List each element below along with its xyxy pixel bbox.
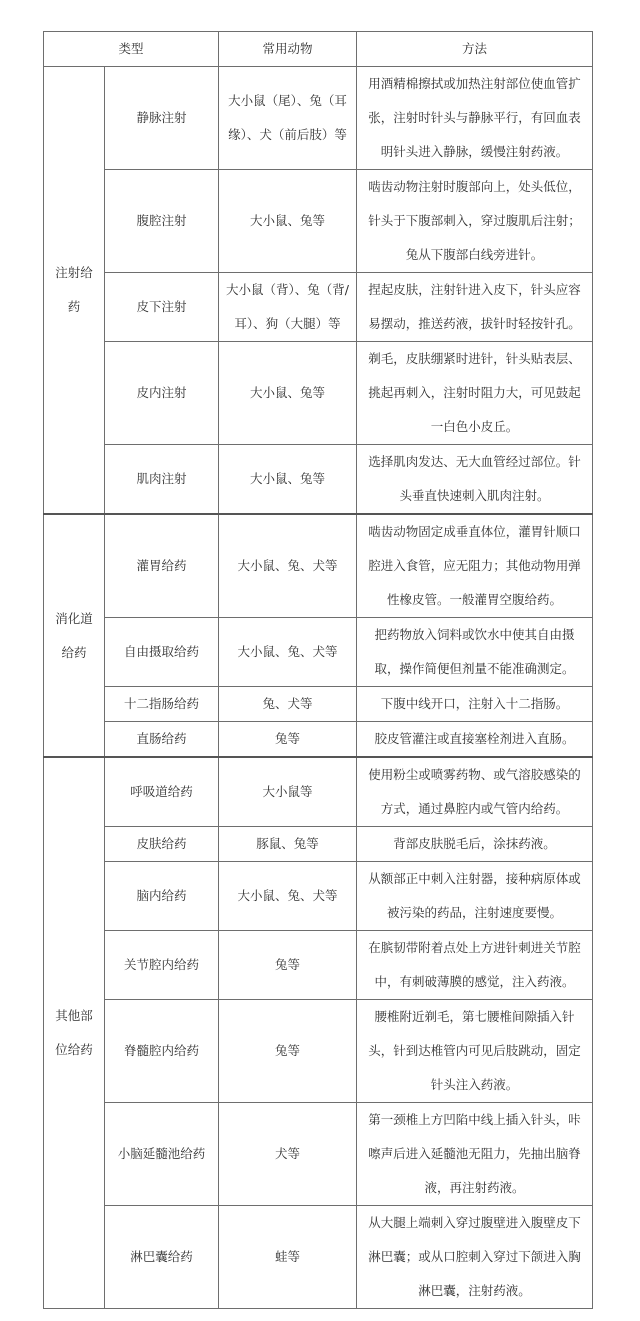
route-cell: 皮下注射 bbox=[105, 273, 219, 342]
method-cell: 把药物放入饲料或饮水中使其自由摄取，操作简便但剂量不能准确测定。 bbox=[357, 618, 593, 687]
route-cell: 脑内给药 bbox=[105, 862, 219, 931]
table-row bbox=[44, 687, 593, 722]
route-cell: 小脑延髓池给药 bbox=[105, 1103, 219, 1206]
route-cell: 腹腔注射 bbox=[105, 170, 219, 273]
route-cell: 皮肤给药 bbox=[105, 827, 219, 862]
table-row bbox=[44, 1000, 593, 1103]
animals-cell: 兔、犬等 bbox=[219, 687, 357, 722]
animals-cell: 兔等 bbox=[219, 1000, 357, 1103]
table-row bbox=[44, 445, 593, 515]
table-row bbox=[44, 931, 593, 1000]
table-row bbox=[44, 618, 593, 687]
table-row bbox=[44, 1103, 593, 1206]
header-row bbox=[44, 32, 593, 67]
table-body bbox=[44, 67, 593, 1309]
method-cell: 从大腿上端刺入穿过腹壁进入腹壁皮下淋巴囊；或从口腔刺入穿过下颌进入胸淋巴囊，注射药液。 bbox=[357, 1206, 593, 1309]
animals-cell: 大小鼠、兔、犬等 bbox=[219, 862, 357, 931]
route-cell: 关节腔内给药 bbox=[105, 931, 219, 1000]
animals-cell: 兔等 bbox=[219, 722, 357, 758]
method-cell: 选择肌肉发达、无大血管经过部位。针头垂直快速刺入肌肉注射。 bbox=[357, 445, 593, 515]
animals-cell: 大小鼠、兔、犬等 bbox=[219, 618, 357, 687]
category-cell: 其他部位给药 bbox=[44, 757, 105, 1309]
animals-cell: 大小鼠（尾）、兔（耳缘）、犬（前后肢）等 bbox=[219, 67, 357, 170]
route-cell: 十二指肠给药 bbox=[105, 687, 219, 722]
table-row bbox=[44, 170, 593, 273]
method-cell: 胶皮管灌注或直接塞栓剂进入直肠。 bbox=[357, 722, 593, 758]
table-row bbox=[44, 514, 593, 618]
table-row bbox=[44, 757, 593, 827]
method-cell: 腰椎附近剃毛，第七腰椎间隙插入针头，针到达椎管内可见后肢跳动，固定针头注入药液。 bbox=[357, 1000, 593, 1103]
method-cell: 使用粉尘或喷雾药物、或气溶胶感染的方式，通过鼻腔内或气管内给药。 bbox=[357, 757, 593, 827]
route-cell: 呼吸道给药 bbox=[105, 757, 219, 827]
method-cell: 背部皮肤脱毛后，涂抹药液。 bbox=[357, 827, 593, 862]
header-type: 类型 bbox=[44, 32, 219, 67]
animals-cell: 大小鼠、兔等 bbox=[219, 445, 357, 515]
drug-administration-table bbox=[43, 31, 593, 1309]
table-row bbox=[44, 827, 593, 862]
route-cell: 自由摄取给药 bbox=[105, 618, 219, 687]
route-cell: 直肠给药 bbox=[105, 722, 219, 758]
method-cell: 用酒精棉擦拭或加热注射部位使血管扩张，注射时针头与静脉平行，有回血表明针头进入静脉，缓慢注射药液。 bbox=[357, 67, 593, 170]
animals-cell: 蛙等 bbox=[219, 1206, 357, 1309]
animals-cell: 大小鼠（背）、兔（背/耳）、狗（大腿）等 bbox=[219, 273, 357, 342]
route-cell: 皮内注射 bbox=[105, 342, 219, 445]
method-cell: 捏起皮肤，注射针进入皮下，针头应容易摆动，推送药液，拔针时轻按针孔。 bbox=[357, 273, 593, 342]
animals-cell: 大小鼠等 bbox=[219, 757, 357, 827]
method-cell: 剃毛，皮肤绷紧时进针，针头贴表层、挑起再刺入，注射时阻力大，可见鼓起一白色小皮丘。 bbox=[357, 342, 593, 445]
table-row bbox=[44, 273, 593, 342]
animals-cell: 大小鼠、兔、犬等 bbox=[219, 514, 357, 618]
animals-cell: 兔等 bbox=[219, 931, 357, 1000]
route-cell: 静脉注射 bbox=[105, 67, 219, 170]
route-cell: 灌胃给药 bbox=[105, 514, 219, 618]
table-row bbox=[44, 67, 593, 170]
table-row bbox=[44, 342, 593, 445]
header-animals: 常用动物 bbox=[219, 32, 357, 67]
route-cell: 淋巴囊给药 bbox=[105, 1206, 219, 1309]
route-cell: 脊髓腔内给药 bbox=[105, 1000, 219, 1103]
header-method: 方法 bbox=[357, 32, 593, 67]
category-cell: 注射给药 bbox=[44, 67, 105, 515]
category-cell: 消化道给药 bbox=[44, 514, 105, 757]
animals-cell: 大小鼠、兔等 bbox=[219, 170, 357, 273]
animals-cell: 大小鼠、兔等 bbox=[219, 342, 357, 445]
route-cell: 肌肉注射 bbox=[105, 445, 219, 515]
animals-cell: 犬等 bbox=[219, 1103, 357, 1206]
animals-cell: 豚鼠、兔等 bbox=[219, 827, 357, 862]
method-cell: 啮齿动物固定成垂直体位，灌胃针顺口腔进入食管，应无阻力；其他动物用弹性橡皮管。一般灌胃空腹给药。 bbox=[357, 514, 593, 618]
method-cell: 啮齿动物注射时腹部向上，处头低位，针头于下腹部刺入，穿过腹肌后注射；兔从下腹部白线旁进针。 bbox=[357, 170, 593, 273]
table-row bbox=[44, 722, 593, 758]
table-row bbox=[44, 1206, 593, 1309]
method-cell: 下腹中线开口，注射入十二指肠。 bbox=[357, 687, 593, 722]
method-cell: 从额部正中刺入注射器，接种病原体或被污染的药品，注射速度要慢。 bbox=[357, 862, 593, 931]
method-cell: 第一颈椎上方凹陷中线上插入针头，咔嚓声后进入延髓池无阻力，先抽出脑脊液，再注射药液。 bbox=[357, 1103, 593, 1206]
table-row bbox=[44, 862, 593, 931]
method-cell: 在膑韧带附着点处上方进针刺进关节腔中，有刺破薄膜的感觉，注入药液。 bbox=[357, 931, 593, 1000]
